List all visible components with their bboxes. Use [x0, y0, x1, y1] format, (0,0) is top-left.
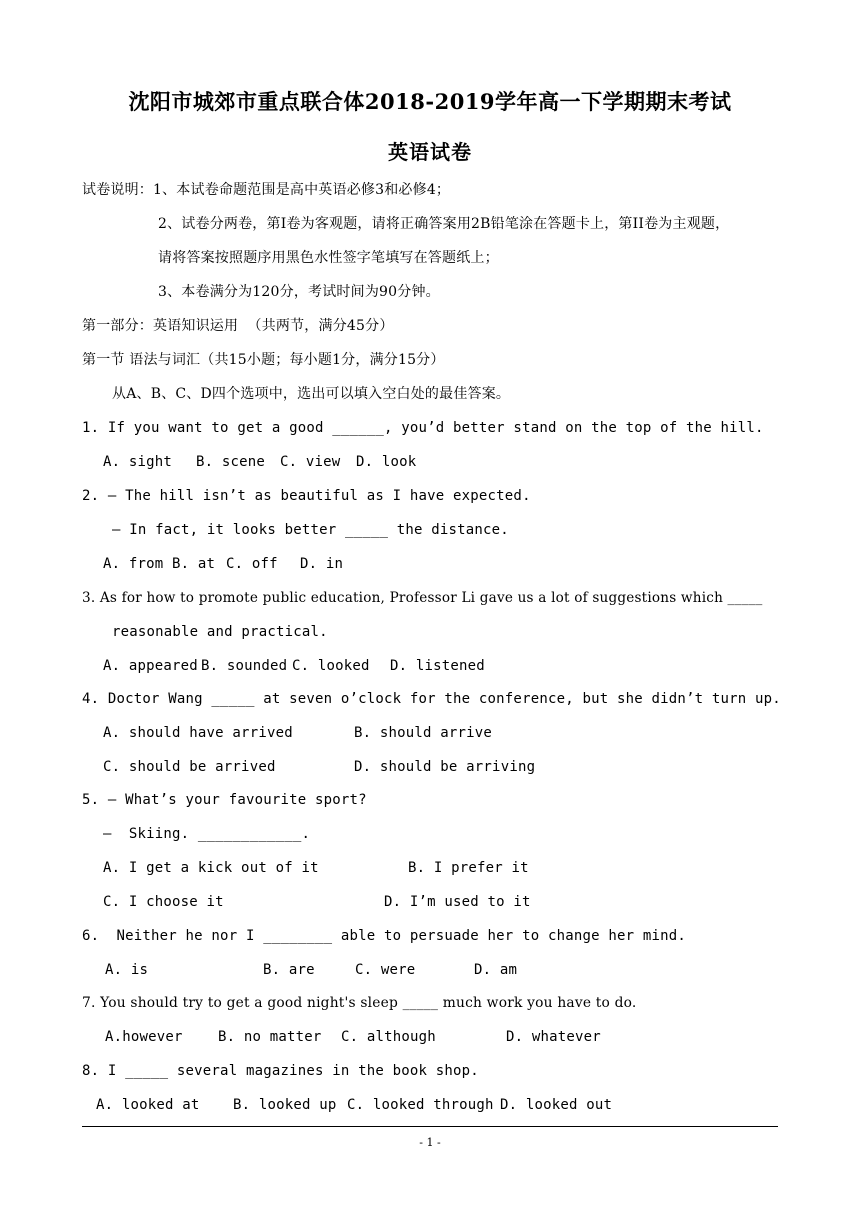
question-6-option-b: B. are	[263, 962, 315, 978]
question-2-option-c: C. off	[226, 556, 278, 572]
question-7-stem: 7. You should try to get a good night's sleep _____ much work you have to do.	[82, 995, 637, 1011]
question-6-option-d: D. am	[474, 962, 518, 978]
question-5-option-d: D. I’m used to it	[384, 894, 531, 910]
question-1-option-d: D. look	[356, 454, 417, 470]
question-7-option-c: C. although	[341, 1029, 436, 1045]
question-2-option-a: A. from	[103, 556, 164, 572]
question-8-option-c: C. looked through	[347, 1097, 494, 1113]
question-5-option-a: A. I get a kick out of it	[103, 860, 319, 876]
question-6-stem: 6. Neither he nor I ________ able to persuade her to change her mind.	[82, 928, 687, 944]
question-5-reply: — Skiing. ____________.	[103, 826, 311, 842]
page-number: - 1 -	[419, 1136, 441, 1149]
question-3-option-c: C. looked	[292, 658, 370, 674]
instructions-item3: 3、本卷满分为120分，考试时间为90分钟。	[158, 284, 440, 300]
section1-directions: 从A、B、C、D四个选项中，选出可以填入空白处的最佳答案。	[112, 386, 511, 402]
question-7-option-a: A.however	[105, 1029, 183, 1045]
part1-heading: 第一部分：英语知识运用 （共两节，满分45分）	[82, 318, 394, 334]
question-3-option-d: D. listened	[390, 658, 485, 674]
question-2-reply: — In fact, it looks better _____ the distance.	[112, 522, 509, 538]
question-3-option-a: A. appeared	[103, 658, 198, 674]
question-3-stem-continued: reasonable and practical.	[112, 624, 328, 640]
question-4-stem: 4. Doctor Wang _____ at seven o’clock for the conference, but she didn’t turn up.	[82, 691, 781, 707]
question-2-stem: 2. — The hill isn’t as beautiful as I have expected.	[82, 488, 531, 504]
question-1-option-c: C. view	[280, 454, 341, 470]
exam-subtitle: 英语试卷	[388, 140, 472, 164]
question-4-option-c: C. should be arrived	[103, 759, 276, 775]
question-6-option-a: A. is	[105, 962, 149, 978]
section1-heading: 第一节 语法与词汇（共15小题；每小题1分，满分15分）	[82, 352, 445, 368]
question-4-option-b: B. should arrive	[354, 725, 493, 741]
instructions-item2-line2: 请将答案按照题序用黑色水性签字笔填写在答题纸上；	[158, 250, 499, 266]
question-5-stem: 5. — What’s your favourite sport?	[82, 792, 367, 808]
question-7-option-d: D. whatever	[506, 1029, 601, 1045]
question-1-option-a: A. sight	[103, 454, 173, 470]
question-8-option-d: D. looked out	[500, 1097, 613, 1113]
question-7-option-b: B. no matter	[218, 1029, 322, 1045]
instructions-lead: 试卷说明：1、本试卷命题范围是高中英语必修3和必修4；	[82, 182, 451, 198]
question-1-option-b: B. scene	[196, 454, 266, 470]
question-6-option-c: C. were	[355, 962, 416, 978]
question-5-option-c: C. I choose it	[103, 894, 224, 910]
question-1-stem: 1. If you want to get a good ______, you’d better stand on the top of the hill.	[82, 420, 764, 436]
question-2-option-d: D. in	[300, 556, 344, 572]
question-4-option-d: D. should be arriving	[354, 759, 536, 775]
question-5-option-b: B. I prefer it	[408, 860, 529, 876]
question-2-option-b: B. at	[172, 556, 216, 572]
footer-divider	[82, 1126, 778, 1127]
instructions-item2-line1: 2、试卷分两卷，第I卷为客观题，请将正确答案用2B铅笔涂在答题卡上，第II卷为主观题，	[158, 216, 730, 232]
question-8-stem: 8. I _____ several magazines in the book shop.	[82, 1063, 479, 1079]
question-8-option-a: A. looked at	[96, 1097, 200, 1113]
question-3-option-b: B. sounded	[201, 658, 288, 674]
question-8-option-b: B. looked up	[233, 1097, 337, 1113]
question-3-stem: 3. As for how to promote public education, Professor Li gave us a lot of suggestions which _____	[82, 590, 763, 606]
question-4-option-a: A. should have arrived	[103, 725, 293, 741]
exam-title: 沈阳市城郊市重点联合体2018-2019学年高一下学期期末考试	[128, 89, 732, 114]
